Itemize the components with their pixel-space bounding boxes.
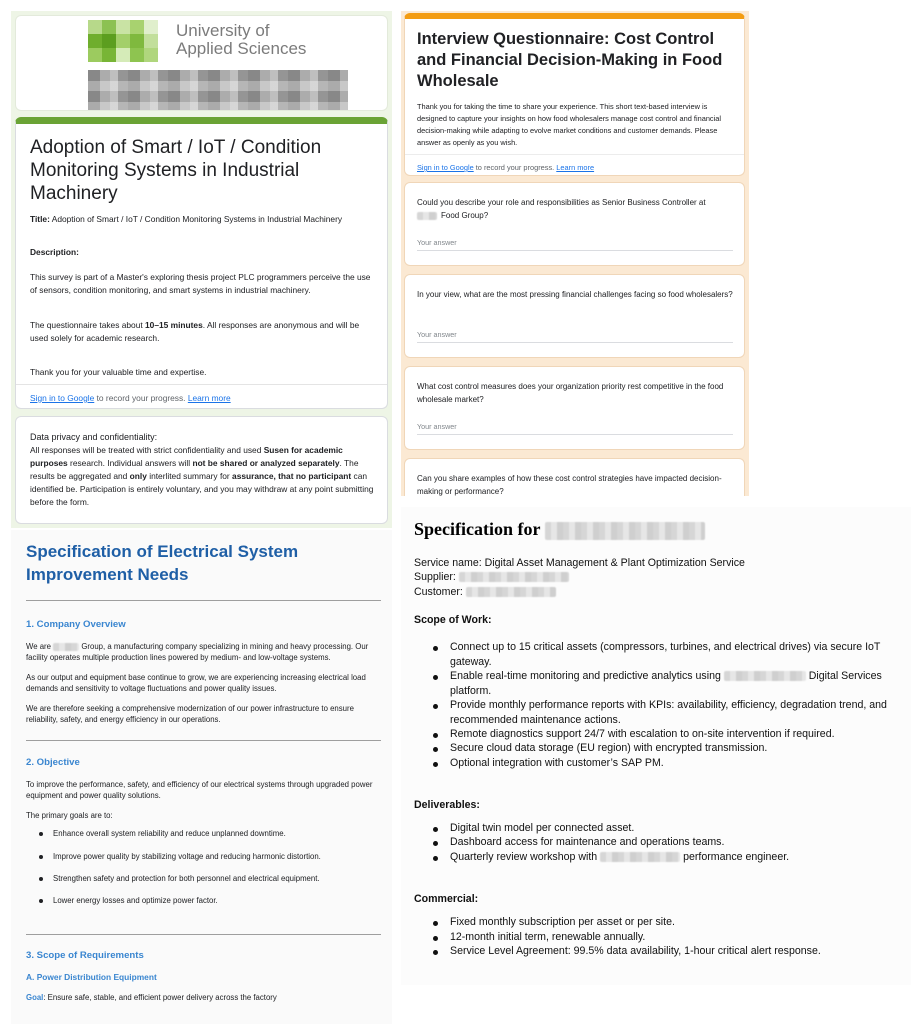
service-spec-document <box>401 507 911 985</box>
sign-in-link[interactable]: Sign in to Google <box>30 393 95 403</box>
form-header-card <box>15 117 388 409</box>
interview-header-card <box>404 13 745 176</box>
interview-description: Thank you for taking the time to share your experience. This short text-based interview is designed to capture your insights on how food wholesalers manage cost control and financial decision-making while adapting to evolve market conditions and customer demands. Please answer as openly as you wish. <box>417 102 722 147</box>
spec-title: Specification for <box>414 519 705 540</box>
description-label: Description: <box>30 247 79 257</box>
section-heading-scope: 3. Scope of Requirements <box>26 950 144 961</box>
answer-input[interactable]: Your answer <box>417 422 457 431</box>
scope-item: Provide monthly performance reports with KPIs: availability, efficiency, degradation trend, and recommended maintenance actions. <box>450 699 887 726</box>
redacted-name <box>417 212 437 220</box>
section-heading-objective: 2. Objective <box>26 757 80 768</box>
redacted-company <box>53 643 79 651</box>
question-text: In your view, what are the most pressing financial challenges facing so food wholesalers? <box>417 290 733 299</box>
company-paragraph-2: As our output and equipment base continue to grow, we are experiencing increasing electrical load demands and sensitivity to voltage fluctuations and power quality issues. <box>26 673 366 693</box>
answer-input[interactable]: Your answer <box>417 330 457 339</box>
goal-item: Lower energy losses and optimize power factor. <box>53 896 218 905</box>
learn-more-link[interactable]: Learn more <box>187 393 231 403</box>
description-paragraph-1: This survey is part of a Master's exploring thesis project PLC programmers perceive the use of sensors, condition monitoring, and smart systems in industrial machinery. <box>30 272 371 295</box>
goal-line: Goal: Ensure safe, stable, and efficient power delivery across the factory <box>26 993 277 1002</box>
learn-more-link[interactable]: Learn more <box>556 163 595 172</box>
privacy-card <box>15 416 388 524</box>
subsection-power-distribution: A. Power Distribution Equipment <box>26 972 157 982</box>
answer-input[interactable]: Your answer <box>417 238 457 247</box>
form-title: Adoption of Smart / IoT / Condition Monitoring Systems in Industrial Machinery <box>30 137 322 204</box>
commercial-item: Service Level Agreement: 99.5% data availability, 1-hour critical alert response. <box>450 945 821 957</box>
question-card-2 <box>404 274 745 358</box>
question-card-4 <box>404 458 745 496</box>
service-name: Service name: Digital Asset Management & Plant Optimization Service <box>414 557 745 569</box>
scope-item: Remote diagnostics support 24/7 with escalation to on-site intervention if required. <box>450 728 835 740</box>
goal-item: Strengthen safety and protection for both personnel and electrical equipment. <box>53 874 320 883</box>
privacy-text: All responses will be treated with strict confidentiality and used Susen for academic purposes research. Individual answers will not be shared or analyzed separately. The results be aggregated and only interlited summary for assurance, that no participant can identified be. Participation is entirely voluntary, and you may withdraw at any point submitting before the form. <box>30 445 374 507</box>
question-card-3 <box>404 366 745 450</box>
company-paragraph-1: We are Group, a manufacturing company specializing in mining and heavy processing. Our facility operates multiple production lines powered by medium- and low-voltage systems. <box>26 642 369 662</box>
goal-item: Enhance overall system reliability and reduce unplanned downtime. <box>53 829 286 838</box>
scope-item: Optional integration with customer’s SAP PM. <box>450 757 664 769</box>
survey-form-panel <box>11 11 392 528</box>
question-text: Can you share examples of how these cost control strategies have impacted decision-making or performance? <box>417 474 722 496</box>
redacted-title <box>545 522 705 540</box>
customer-line: Customer: <box>414 586 556 598</box>
deliverable-item: Quarterly review workshop with performance engineer. <box>450 851 790 863</box>
goal-item: Improve power quality by stabilizing voltage and reducing harmonic distortion. <box>53 852 321 861</box>
title-line: Title: Adoption of Smart / IoT / Condition Monitoring Systems in Industrial Machinery <box>30 214 343 224</box>
description-paragraph-3: Thank you for your valuable time and expertise. <box>30 367 207 377</box>
question-text: Could you describe your role and responsibilities as Senior Business Controller at Food Group? <box>417 198 706 220</box>
question-card-1 <box>404 182 745 266</box>
company-paragraph-3: We are therefore seeking a comprehensive modernization of our power infrastructure to ensure reliability, safety, and energy efficiency in our operations. <box>26 704 354 724</box>
objective-paragraph: To improve the performance, safety, and efficiency of our electrical systems through upgraded power equipment and power quality solutions. <box>26 780 373 800</box>
university-logo-icon <box>72 16 168 72</box>
description-paragraph-2: The questionnaire takes about 10–15 minutes. All responses are anonymous and will be used solely for academic research. <box>30 320 360 343</box>
supplier-line: Supplier: <box>414 571 569 583</box>
interview-title: Interview Questionnaire: Cost Control and Financial Decision-Making in Food Wholesale <box>417 30 723 90</box>
electrical-spec-document <box>11 530 392 1024</box>
commercial-item: Fixed monthly subscription per asset or per site. <box>450 916 675 928</box>
sign-in-row: Sign in to Google to record your progress. Learn more <box>30 393 231 403</box>
deliverables-heading: Deliverables: <box>414 799 480 811</box>
goals-intro: The primary goals are to: <box>26 811 113 820</box>
sign-in-link[interactable]: Sign in to Google <box>417 163 474 172</box>
scope-item: Enable real-time monitoring and predictive analytics using Digital Services platform. <box>450 670 882 697</box>
document-title: Specification of Electrical System Improvement Needs <box>26 542 299 584</box>
question-text: What cost control measures does your organization priority rest competitive in the food wholesale market? <box>417 382 724 404</box>
scope-item: Secure cloud data storage (EU region) with encrypted transmission. <box>450 742 768 754</box>
sign-in-row: Sign in to Google to record your progress. Learn more <box>417 163 595 172</box>
commercial-heading: Commercial: <box>414 893 479 905</box>
commercial-item: 12-month initial term, renewable annually. <box>450 931 646 943</box>
university-logo-header <box>15 15 388 111</box>
deliverable-item: Digital twin model per connected asset. <box>450 822 635 834</box>
scope-item: Connect up to 15 critical assets (compressors, turbines, and electrical drives) via secure IoT gateway. <box>450 641 881 668</box>
interview-form-panel <box>401 11 749 496</box>
scope-heading: Scope of Work: <box>414 614 492 626</box>
deliverable-item: Dashboard access for maintenance and operations teams. <box>450 836 725 848</box>
privacy-title: Data privacy and confidentiality: <box>30 432 158 442</box>
section-heading-company: 1. Company Overview <box>26 619 126 630</box>
university-name: University of Applied Sciences <box>176 21 307 58</box>
